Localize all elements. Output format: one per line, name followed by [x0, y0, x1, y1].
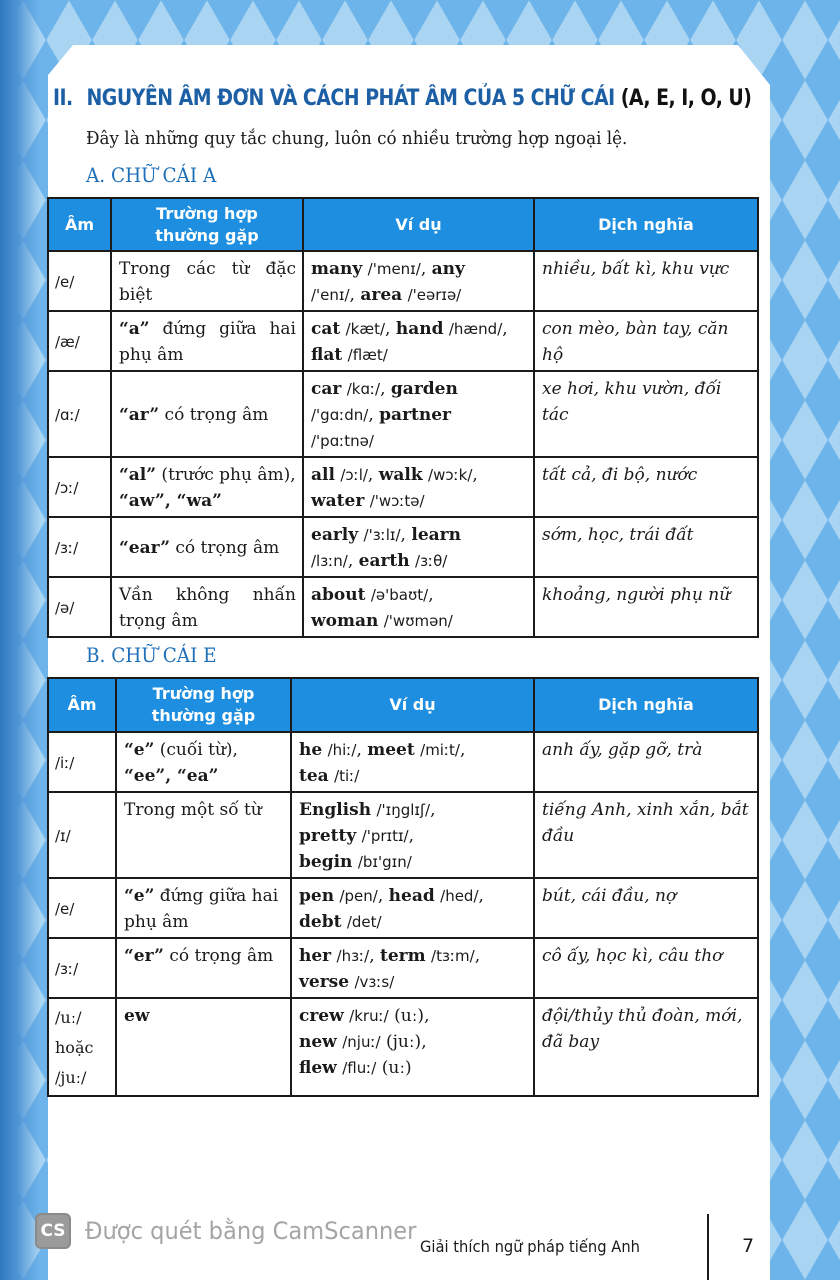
table-header-row — [48, 678, 758, 732]
sound-cell: /æ/ — [48, 311, 111, 371]
example-cell: all /ɔːl/, walk /wɔːk/, water /'wɔːtə/ — [303, 457, 534, 517]
case-cell: ew — [116, 998, 291, 1096]
meaning-cell: tất cả, đi bộ, nước — [534, 457, 758, 517]
meaning-cell: tiếng Anh, xinh xắn, bắt đầu — [534, 792, 758, 878]
example-cell: many /'menɪ/, any /'enɪ/, area /'eərɪə/ — [303, 251, 534, 311]
sound-cell: /ɪ/ — [48, 792, 116, 878]
example-cell: her /hɜː/, term /tɜːm/, verse /vɜːs/ — [291, 938, 534, 998]
table-row — [48, 878, 758, 938]
example-cell: crew /kruː/ (uː), new /njuː/ (juː), flew /fluː/ (uː) — [291, 998, 534, 1096]
sound-cell: /e/ — [48, 878, 116, 938]
case-cell: “e” (cuối từ), “ee”, “ea” — [116, 732, 291, 792]
meaning-cell: cô ấy, học kì, câu thơ — [534, 938, 758, 998]
column-header-meaning: Dịch nghĩa — [534, 678, 758, 732]
sound-cell: /ɜː/ — [48, 517, 111, 577]
example-cell: cat /kæt/, hand /hænd/, flat /flæt/ — [303, 311, 534, 371]
meaning-cell: sớm, học, trái đất — [534, 517, 758, 577]
case-cell: Trong một số từ — [116, 792, 291, 878]
case-cell: “al” (trước phụ âm), “aw”, “wa” — [111, 457, 303, 517]
column-header-sound: Âm — [48, 198, 111, 251]
subheading-letter-e: B. CHỮ CÁI E — [86, 643, 217, 667]
column-header-example: Ví dụ — [291, 678, 534, 732]
section-title-letters: (A, E, I, O, U) — [620, 86, 752, 111]
table-row — [48, 577, 758, 637]
meaning-cell: khoảng, người phụ nữ — [534, 577, 758, 637]
case-cell: “a” đứng giữa hai phụ âm — [111, 311, 303, 371]
sound-cell: /e/ — [48, 251, 111, 311]
section-title — [53, 86, 751, 111]
meaning-cell: đội/thủy thủ đoàn, mới, đã bay — [534, 998, 758, 1096]
example-cell: car /kɑː/, garden /'gɑːdn/, partner /'pɑːtnə/ — [303, 371, 534, 457]
case-cell: “e” đứng giữa hai phụ âm — [116, 878, 291, 938]
subheading-letter-a: A. CHỮ CÁI A — [86, 163, 217, 187]
sound-cell: /iː/ — [48, 732, 116, 792]
table-row — [48, 938, 758, 998]
meaning-cell: xe hơi, khu vườn, đối tác — [534, 371, 758, 457]
table-row — [48, 517, 758, 577]
table-row — [48, 998, 758, 1096]
section-title-text: NGUYÊN ÂM ĐƠN VÀ CÁCH PHÁT ÂM CỦA 5 CHỮ CÁI — [86, 86, 615, 111]
watermark-text: Được quét bằng CamScanner — [85, 1217, 417, 1245]
table-row — [48, 457, 758, 517]
table-row — [48, 732, 758, 792]
table-header-row — [48, 198, 758, 251]
case-cell: “er” có trọng âm — [116, 938, 291, 998]
meaning-cell: anh ấy, gặp gỡ, trà — [534, 732, 758, 792]
column-header-example: Ví dụ — [303, 198, 534, 251]
camscanner-watermark — [35, 1213, 438, 1249]
table-row — [48, 251, 758, 311]
section-number: II. — [53, 86, 73, 111]
footer-divider — [707, 1214, 709, 1280]
vowel-table-letter-a — [47, 197, 759, 638]
column-header-case: Trường hợp thường gặp — [116, 678, 291, 732]
example-cell: pen /pen/, head /hed/, debt /det/ — [291, 878, 534, 938]
column-header-meaning: Dịch nghĩa — [534, 198, 758, 251]
sound-cell: /ɜː/ — [48, 938, 116, 998]
vowel-table-letter-e — [47, 677, 759, 1097]
table-row — [48, 311, 758, 371]
meaning-cell: bút, cái đầu, nợ — [534, 878, 758, 938]
column-header-sound: Âm — [48, 678, 116, 732]
meaning-cell: nhiều, bất kì, khu vực — [534, 251, 758, 311]
camscanner-logo-icon: CS — [35, 1213, 71, 1249]
example-cell: early /'ɜːlɪ/, learn /lɜːn/, earth /ɜːθ/ — [303, 517, 534, 577]
example-cell: about /ə'baʊt/, woman /'wʊmən/ — [303, 577, 534, 637]
sound-cell: /ɔː/ — [48, 457, 111, 517]
case-cell: “ar” có trọng âm — [111, 371, 303, 457]
case-cell: “ear” có trọng âm — [111, 517, 303, 577]
book-title-footer: Giải thích ngữ pháp tiếng Anh — [420, 1237, 640, 1256]
column-header-case: Trường hợp thường gặp — [111, 198, 303, 251]
table-row — [48, 792, 758, 878]
case-cell: Vần không nhấn trọng âm — [111, 577, 303, 637]
book-spine-shadow — [0, 0, 40, 1280]
table-row — [48, 371, 758, 457]
sound-cell: /ə/ — [48, 577, 111, 637]
intro-text: Đây là những quy tắc chung, luôn có nhiều trường hợp ngoại lệ. — [86, 128, 628, 149]
example-cell: he /hiː/, meet /miːt/, tea /tiː/ — [291, 732, 534, 792]
sound-cell: /ɑː/ — [48, 371, 111, 457]
sound-cell: /uː/ hoặc /juː/ — [48, 998, 116, 1096]
case-cell: Trong các từ đặc biệt — [111, 251, 303, 311]
example-cell: English /'ɪŋglɪʃ/, pretty /'prɪtɪ/, begin /bɪ'gɪn/ — [291, 792, 534, 878]
page-number: 7 — [742, 1235, 755, 1257]
meaning-cell: con mèo, bàn tay, căn hộ — [534, 311, 758, 371]
